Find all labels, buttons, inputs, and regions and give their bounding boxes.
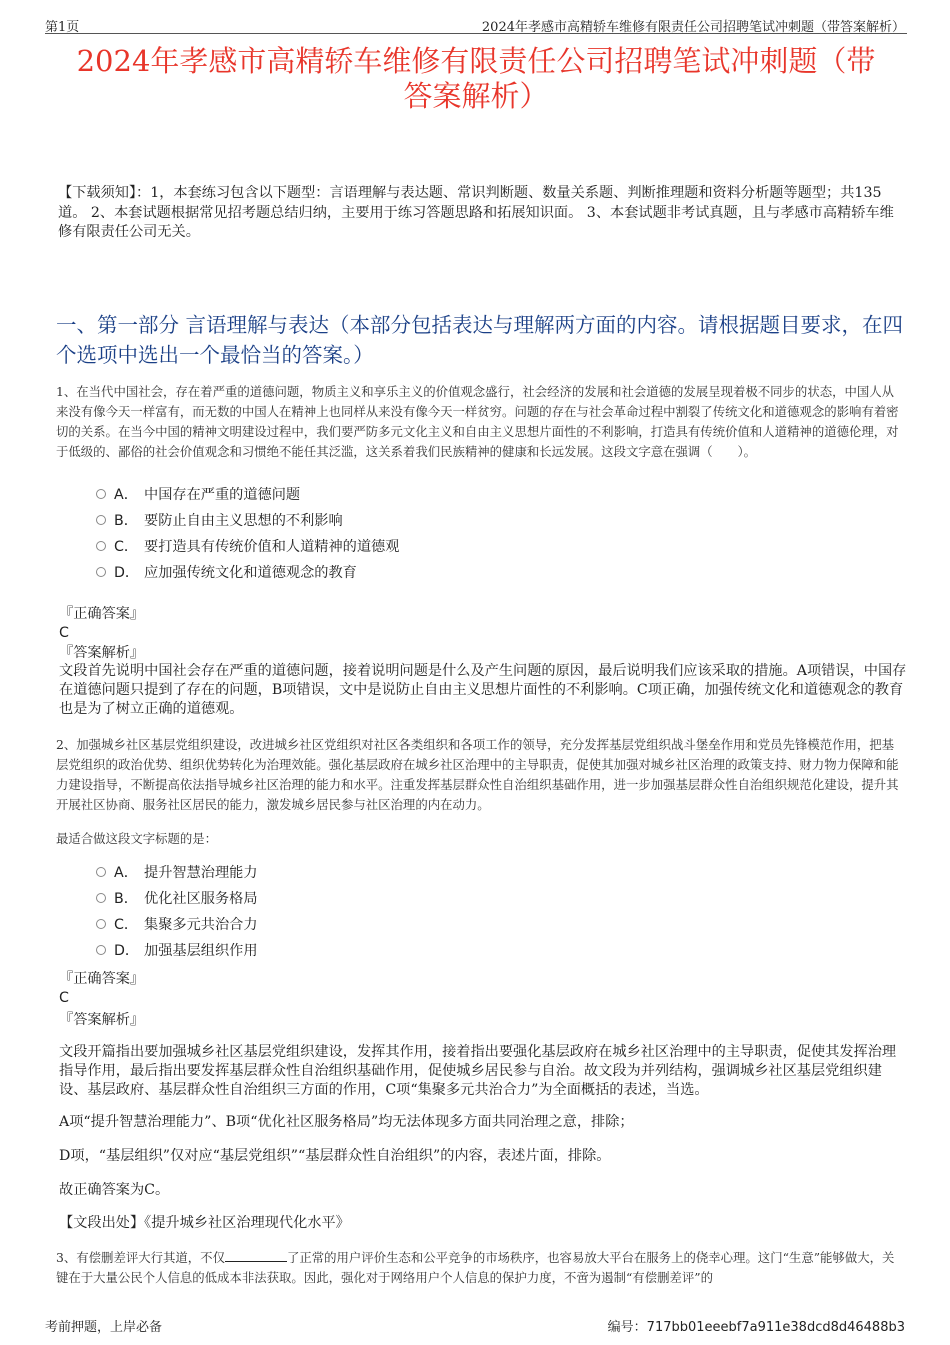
q2-analysis-heading: 『答案解析』 [59, 1012, 145, 1028]
footer-id: 编号：717bb01eeebf7a911e38dcd8d46488b3 [607, 1320, 905, 1335]
radio-icon[interactable] [96, 567, 106, 577]
q2-option-a[interactable]: A． 提升智慧治理能力 [96, 863, 258, 883]
q1-answer: C [59, 625, 69, 641]
question-2-prompt: 最适合做这段文字标题的是： [56, 831, 218, 846]
question-3-text: 3、有偿删差评大行其道，不仅 了正常的用户评价生态和公平竞争的市场秩序，也容易放大平台在服务上的侥幸心理。这门“生意”能够做大，关键在于大量公民个人信息的低成本非法获取。因此，强化对于网络用户个人信息的保护力度，不啻为遏制“有偿删差评”的 [56, 1250, 895, 1285]
q2-analysis-p4: 故正确答案为C。 [59, 1182, 170, 1198]
radio-icon[interactable] [96, 489, 106, 499]
q2-analysis-p1: 文段开篇指出要加强城乡社区基层党组织建设，发挥其作用，接着指出要强化基层政府在城乡社区治理中的主导职责，促使其发挥治理指导作用，最后指出要发挥基层群众性自治组织基础作用，促使城乡居民参与自治。故文段为并列结构，强调城乡社区基层党组织建设、基层政府、基层群众性自治组织三方面的作用，C项“集聚多元共治合力”为全面概括的表述，当选。 [59, 1044, 897, 1098]
q2-source: 【文段出处】《提升城乡社区治理现代化水平》 [59, 1215, 350, 1231]
q1-option-c[interactable]: C． 要打造具有传统价值和人道精神的道德观 [96, 537, 399, 557]
q1-analysis-heading: 『答案解析』 [59, 645, 145, 661]
radio-icon[interactable] [96, 867, 106, 877]
q2-answer: C [59, 990, 69, 1006]
q1-analysis: 文段首先说明中国社会存在严重的道德问题，接着说明问题是什么及产生问题的原因，最后说明我们应该采取的措施。A项错误，中国存在道德问题只提到了存在的问题，B项错误，文中是说防止自由主义思想片面性的不利影响。C项正确，加强传统文化和道德观念的教育也是为了树立正确的道德观。 [59, 663, 907, 717]
q1-option-a[interactable]: A． 中国存在严重的道德问题 [96, 485, 300, 505]
section-heading: 一、第一部分 言语理解与表达（本部分包括表达与理解两方面的内容。请根据题目要求，在四个选项中选出一个最恰当的答案。） [56, 313, 904, 367]
page-title-line1: 2024年孝感市高精轿车维修有限责任公司招聘笔试冲刺题（带 [76, 44, 876, 78]
footer-id-code: 717bb01eeebf7a911e38dcd8d46488b3 [646, 1320, 905, 1335]
header-divider [45, 33, 907, 34]
q2-analysis-p3: D项，“基层组织”仅对应“基层党组织”“基层群众性自治组织”的内容，表述片面，排除。 [59, 1148, 611, 1164]
q2-analysis-p2: A项“提升智慧治理能力”、B项“优化社区服务格局”均无法体现多方面共同治理之意，排除； [59, 1114, 634, 1130]
q1-option-b[interactable]: B． 要防止自由主义思想的不利影响 [96, 511, 343, 531]
radio-icon[interactable] [96, 515, 106, 525]
page-number: 第1页 [45, 20, 80, 35]
radio-icon[interactable] [96, 919, 106, 929]
q1-option-d[interactable]: D． 应加强传统文化和道德观念的教育 [96, 563, 357, 583]
fill-blank[interactable] [225, 1249, 287, 1262]
radio-icon[interactable] [96, 945, 106, 955]
q2-answer-heading: 『正确答案』 [59, 971, 145, 987]
question-1-text: 1、在当代中国社会，存在着严重的道德问题，物质主义和享乐主义的价值观念盛行，社会经济的发展和社会道德的发展呈现着极不同步的状态，中国人从来没有像今天一样富有，而无数的中国人在精神上也同样从来没有像今天一样贫穷。问题的存在与社会革命过程中割裂了传统文化和道德观念的影响有着密切的关系。在当今中国的精神文明建设过程中，我们要严防多元文化主义和自由主义思想片面性的不利影响，打造具有传统价值和人道精神的道德伦理，对于低级的、鄙俗的社会价值观念和习惯绝不能任其泛滥，这关系着我们民族精神的健康和长远发展。这段文字意在强调（ ）。 [56, 384, 899, 459]
footer-slogan: 考前押题，上岸必备 [45, 1320, 163, 1335]
q1-answer-heading: 『正确答案』 [59, 606, 145, 622]
q2-option-b[interactable]: B． 优化社区服务格局 [96, 889, 258, 909]
header-doc-title: 2024年孝感市高精轿车维修有限责任公司招聘笔试冲刺题（带答案解析） [481, 20, 905, 35]
q2-option-c[interactable]: C． 集聚多元共治合力 [96, 915, 258, 935]
radio-icon[interactable] [96, 541, 106, 551]
page-title-line2: 答案解析） [403, 79, 549, 113]
radio-icon[interactable] [96, 893, 106, 903]
question-2-text: 2、加强城乡社区基层党组织建设，改进城乡社区党组织对社区各类组织和各项工作的领导，充分发挥基层党组织战斗堡垒作用和党员先锋模范作用，把基层党组织的政治优势、组织优势转化为治理效能。强化基层政府在城乡社区治理中的主导职责，促使其加强对城乡社区治理的政策支持、财力物力保障和能力建设指导，不断提高依法指导城乡社区治理的能力和水平。注重发挥基层群众性自治组织基础作用，进一步加强基层群众性自治组织规范化建设，提升其开展社区协商、服务社区居民的能力，激发城乡居民参与社区治理的内在动力。 [56, 737, 899, 812]
download-notice: 【下载须知】：1，本套练习包含以下题型：言语理解与表达题、常识判断题、数量关系题、判断推理题和资料分析题等题型；共135道。 2、本套试题根据常见招考题总结归纳，主要用于练习答题思路和拓展知识面。 3、本套试题非考试真题，且与孝感市高精轿车维修有限责任公司无关。 [58, 185, 894, 240]
q2-option-d[interactable]: D． 加强基层组织作用 [96, 941, 258, 961]
page-title [45, 44, 907, 114]
